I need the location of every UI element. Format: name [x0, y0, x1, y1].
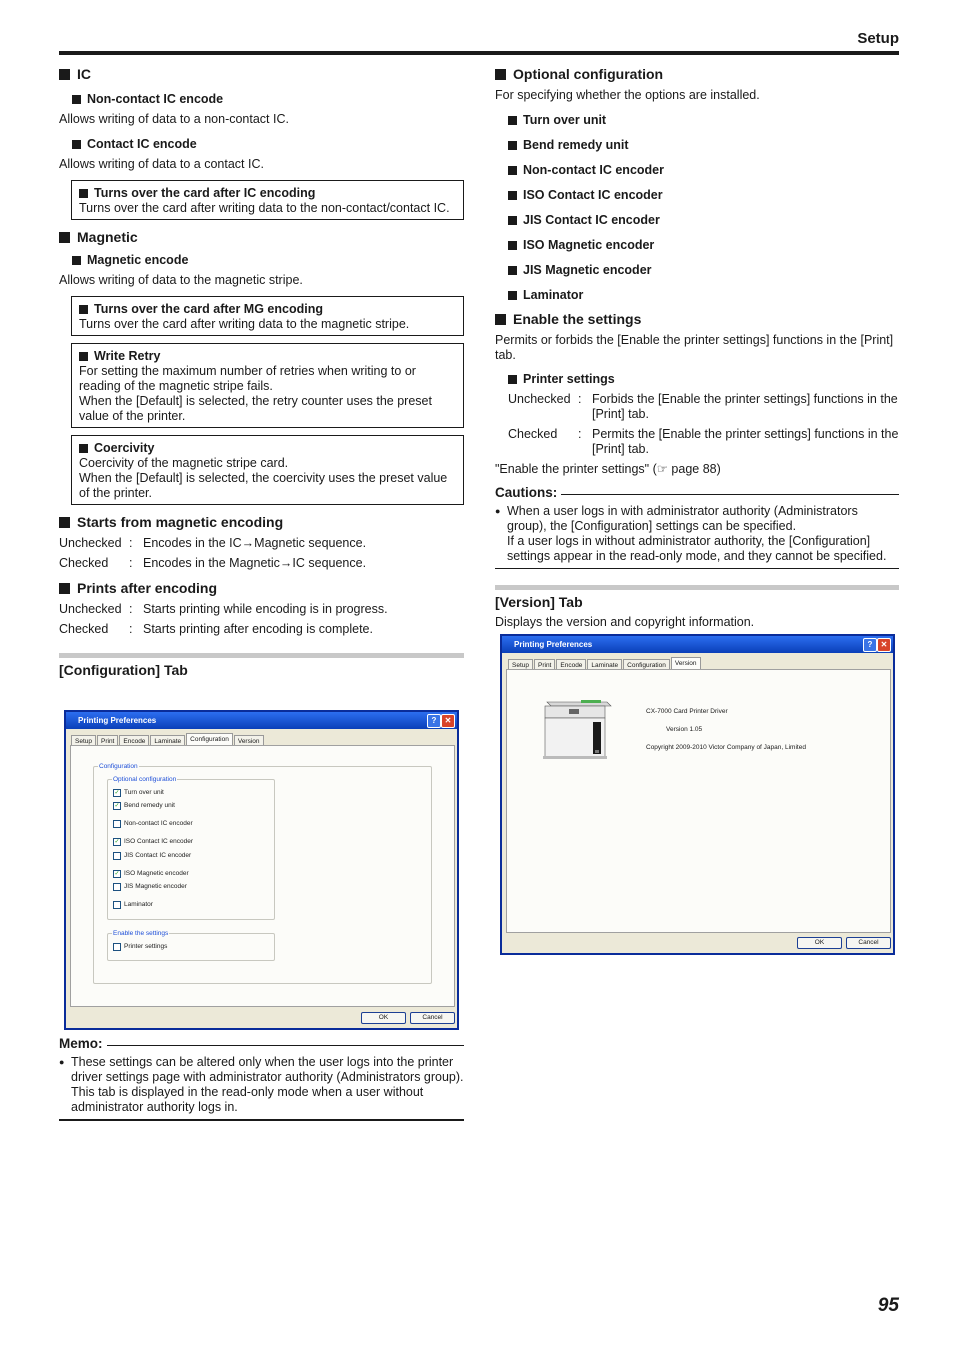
checked-label: Checked [59, 622, 109, 636]
coercivity-heading: Coercivity [79, 441, 456, 456]
section-header: Setup [857, 30, 899, 47]
printer-settings-deflist: Unchecked : Forbids the [Enable the printer settings] functions in the [Print] tab. Checked : Permits the [Enable the printer settings] functions in the [Print] tab. [508, 392, 899, 456]
ok-button[interactable]: OK [361, 1012, 406, 1024]
ic-heading: IC [59, 66, 464, 83]
tab-print[interactable]: Print [534, 659, 555, 671]
ic-turnover-text: Turns over the card after writing data to the non-contact/contact IC. [79, 201, 450, 215]
unchecked-label: Unchecked [508, 392, 571, 406]
write-retry-heading: Write Retry [79, 349, 456, 364]
memo-header: Memo: [59, 1036, 464, 1051]
cancel-button[interactable]: Cancel [410, 1012, 455, 1024]
square-bullet-icon [59, 232, 70, 243]
coercivity-text-1: Coercivity of the magnetic stripe card. [79, 456, 289, 470]
tab-laminate[interactable]: Laminate [587, 659, 622, 671]
tab-encode[interactable]: Encode [119, 735, 149, 747]
page-number: 95 [877, 1295, 899, 1316]
enable-text: Permits or forbids the [Enable the printer settings] functions in the [Print] tab. [495, 333, 894, 362]
square-bullet-icon [508, 291, 517, 300]
opt-item-bend-remedy: Bend remedy unit [508, 138, 899, 153]
checked-text: Permits the [Enable the printer settings] functions in the [Print] tab. [592, 427, 899, 456]
opt-item-iso-contact: ISO Contact IC encoder [508, 188, 899, 203]
help-icon[interactable]: ? [427, 714, 441, 728]
checkbox-printer-settings[interactable]: Printer settings [113, 942, 167, 951]
group-configuration [93, 763, 432, 984]
header-rule [59, 51, 899, 55]
square-bullet-icon [508, 216, 517, 225]
cautions-text-1: When a user logs in with administrator authority (Administrators group), the [Configuration] settings can be specified. [507, 504, 858, 533]
tab-print[interactable]: Print [97, 735, 118, 747]
tab-configuration[interactable]: Configuration [623, 659, 670, 671]
noncontact-text: Allows writing of data to a non-contact IC. [59, 112, 289, 126]
ic-turnover-box [71, 180, 464, 220]
cautions-header: Cautions: [495, 485, 899, 500]
unchecked-text: Forbids the [Enable the printer settings] functions in the [Print] tab. [592, 392, 898, 421]
mg-turnover-text: Turns over the card after writing data to the magnetic stripe. [79, 317, 410, 331]
square-bullet-icon [508, 375, 517, 384]
magnetic-heading: Magnetic [59, 229, 464, 246]
close-icon[interactable]: ✕ [441, 714, 455, 728]
square-bullet-icon [508, 241, 517, 250]
version-panel [506, 669, 891, 933]
printer-image [541, 696, 615, 762]
enable-heading: Enable the settings [495, 311, 899, 328]
group-optional-label: Optional configuration [113, 776, 177, 783]
unchecked-text: Encodes in the IC→Magnetic sequence. [143, 536, 367, 550]
window-title: Printing Preferences [78, 716, 157, 725]
tab-laminate[interactable]: Laminate [150, 735, 185, 747]
write-retry-text-2: When the [Default] is selected, the retry counter uses the preset value of the printer. [79, 394, 432, 423]
cautions-end-rule [495, 568, 899, 569]
ok-button[interactable]: OK [797, 937, 842, 949]
square-bullet-icon [508, 116, 517, 125]
opt-item-jis-contact: JIS Contact IC encoder [508, 213, 899, 228]
version-tab-title: [Version] Tab [495, 594, 583, 610]
checked-text: Encodes in the Magnetic→IC sequence. [143, 556, 367, 570]
contact-text: Allows writing of data to a contact IC. [59, 157, 264, 171]
window-title: Printing Preferences [514, 640, 593, 649]
section-divider [495, 585, 899, 590]
window-titlebar [66, 712, 457, 729]
opt-item-turn-over: Turn over unit [508, 113, 899, 128]
checkbox-bend-remedy-unit[interactable]: ✓ Bend remedy unit [114, 802, 175, 809]
square-bullet-icon [79, 444, 88, 453]
checked-label: Checked [59, 556, 109, 570]
version-tab-text: Displays the version and copyright information. [495, 615, 755, 629]
cancel-button[interactable]: Cancel [846, 937, 891, 949]
version-number: Version 1.05 [666, 726, 703, 733]
prints-heading: Prints after encoding [59, 580, 464, 597]
printer-settings-heading: Printer settings [508, 372, 899, 387]
enable-reference: "Enable the printer settings" (☞ page 88) [495, 462, 721, 476]
write-retry-text-1: For setting the maximum number of retries when writing to or reading of the magnetic stripe fails. [79, 364, 416, 393]
help-icon[interactable]: ? [863, 638, 877, 652]
opt-item-jis-magnetic: JIS Magnetic encoder [508, 263, 899, 278]
tab-version[interactable]: Version [234, 735, 264, 747]
ic-turnover-heading: Turns over the card after IC encoding [79, 186, 456, 201]
checkbox-iso-magnetic[interactable]: ✓ ISO Magnetic encoder [114, 870, 189, 877]
checked-text: Starts printing after encoding is complete. [143, 622, 373, 636]
config-window [64, 710, 459, 1030]
cautions-bullet [495, 504, 899, 564]
square-bullet-icon [59, 583, 70, 594]
group-configuration-label: Configuration [99, 763, 138, 770]
contact-heading: Contact IC encode [72, 137, 464, 152]
right-column [495, 66, 899, 630]
cautions-text-2: If a user logs in without administrator authority, the [Configuration] settings appear in the read-only mode, and they cannot be specified. [507, 534, 887, 563]
square-bullet-icon [79, 352, 88, 361]
copyright-text: Copyright 2009-2010 Victor Company of Japan, Limited [646, 744, 806, 751]
square-bullet-icon [508, 266, 517, 275]
tab-encode[interactable]: Encode [556, 659, 586, 671]
memo-end-rule [59, 1119, 464, 1121]
section-divider [59, 653, 464, 658]
square-bullet-icon [72, 95, 81, 104]
memo-section [59, 1036, 464, 1121]
noncontact-heading: Non-contact IC encode [72, 92, 464, 107]
tab-setup[interactable]: Setup [71, 735, 96, 747]
coercivity-box [71, 435, 464, 505]
starts-deflist: Unchecked : Encodes in the IC→Magnetic sequence. Checked : Encodes in the Magnetic→IC sequence. [59, 536, 464, 571]
group-enable [107, 930, 275, 961]
optional-text: For specifying whether the options are installed. [495, 88, 760, 102]
product-name: CX-7000 Card Printer Driver [646, 708, 728, 715]
square-bullet-icon [59, 69, 70, 80]
square-bullet-icon [79, 189, 88, 198]
config-tab-title: [Configuration] Tab [59, 662, 188, 678]
magnetic-encode-text: Allows writing of data to the magnetic stripe. [59, 273, 303, 287]
left-column [59, 66, 464, 678]
square-bullet-icon [495, 314, 506, 325]
opt-item-iso-magnetic: ISO Magnetic encoder [508, 238, 899, 253]
memo-text-1: These settings can be altered only when the user logs into the printer driver settings page with administrator authority (Administrators group). [71, 1055, 464, 1084]
checkbox-iso-contact-ic[interactable]: ✓ ISO Contact IC encoder [114, 838, 194, 845]
unchecked-label: Unchecked [59, 602, 122, 616]
tab-version[interactable]: Version [671, 657, 701, 671]
square-bullet-icon [59, 517, 70, 528]
square-bullet-icon [508, 191, 517, 200]
checkbox-noncontact-ic[interactable]: Non-contact IC encoder [113, 819, 193, 828]
magnetic-encode-heading: Magnetic encode [72, 253, 464, 268]
square-bullet-icon [495, 69, 506, 80]
memo-text-2: This tab is displayed in the read-only mode when a user without administrator authority logs in. [71, 1085, 424, 1114]
group-optional [107, 776, 275, 920]
checked-label: Checked [508, 427, 558, 441]
square-bullet-icon [72, 256, 81, 265]
bullet-icon: ● [495, 506, 501, 516]
square-bullet-icon [79, 305, 88, 314]
square-bullet-icon [72, 140, 81, 149]
tab-configuration[interactable]: Configuration [186, 733, 233, 747]
square-bullet-icon [508, 166, 517, 175]
write-retry-box [71, 343, 464, 428]
coercivity-text-2: When the [Default] is selected, the coercivity uses the preset value of the printer. [79, 471, 448, 500]
checkbox-jis-contact-ic[interactable]: JIS Contact IC encoder [113, 851, 191, 860]
prints-deflist: Unchecked : Starts printing while encoding is in progress. Checked : Starts printing after encoding is complete. [59, 602, 464, 637]
group-enable-label: Enable the settings [113, 930, 169, 937]
unchecked-label: Unchecked [59, 536, 122, 550]
square-bullet-icon [508, 141, 517, 150]
window-titlebar [502, 636, 893, 653]
mg-turnover-box [71, 296, 464, 336]
memo-bullet [59, 1055, 464, 1115]
starts-heading: Starts from magnetic encoding [59, 514, 464, 531]
mg-turnover-heading: Turns over the card after MG encoding [79, 302, 456, 317]
unchecked-text: Starts printing while encoding is in progress. [143, 602, 388, 616]
checkbox-laminator[interactable]: Laminator [113, 900, 153, 909]
tab-setup[interactable]: Setup [508, 659, 533, 671]
opt-item-laminator: Laminator [508, 288, 899, 303]
config-panel [70, 745, 455, 1007]
optional-heading: Optional configuration [495, 66, 899, 83]
bullet-icon: ● [59, 1057, 65, 1067]
close-icon[interactable]: ✕ [877, 638, 891, 652]
checkbox-turn-over-unit[interactable]: ✓ Turn over unit [114, 789, 164, 796]
opt-item-noncontact: Non-contact IC encoder [508, 163, 899, 178]
checkbox-jis-magnetic[interactable]: JIS Magnetic encoder [113, 882, 187, 891]
version-window [500, 634, 895, 955]
